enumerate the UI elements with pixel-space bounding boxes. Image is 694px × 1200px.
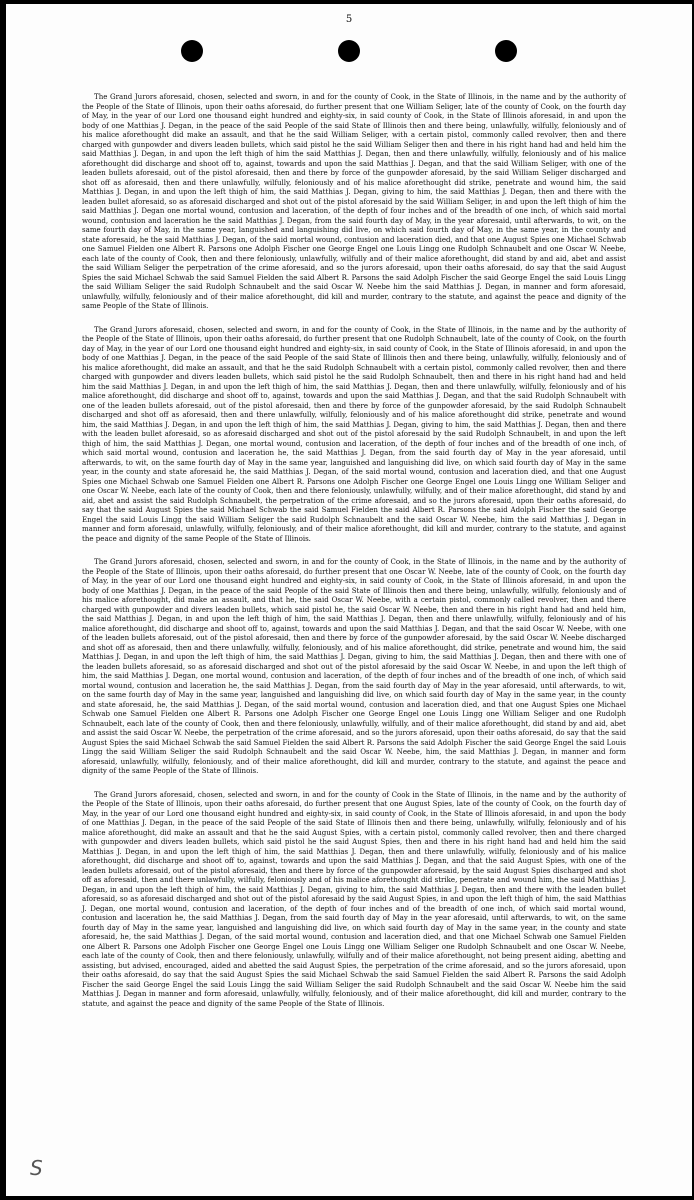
indictment-text [82,92,626,1008]
paragraph-spies: The Grand Jurors aforesaid, chosen, selected and sworn, in and for the county of Cook in the State of Illinois, in the name and by the authority of the People of the State of Illinois, upon their oaths aforesaid, do further present that one August Spies, late of the county of Cook, on the fourth day of May, in the year of our Lord one thousand eight hundred and eighty-six, in said county of Cook, in the State of Illinois aforesaid, in and upon the body of one Matthias J. Degan, in the peace of the said People of the said State of Illinois then and there being, unlawfully, wilfully, feloniously and of his malice aforethought, did make an assault and that he the said August Spies, with a certain pistol, commonly called revolver, then and there charged with gunpowder and divers leaden bullets, which said pistol he the said August Spies, then and there in his right hand had and held him the said Matthias J. Degan, in and upon the left thigh of him, the said Matthias J. Degan, then and there unlawfully, wilfully, feloniously and of his malice aforethought, did discharge and shoot off to, against, towards and upon the said Matthias J. Degan, and that the said August Spies, with one of the leaden bullets aforesaid, out of the pistol aforesaid, then and there by force of the gunpowder aforesaid, by the said August Spies discharged and shot off as aforesaid, then and there unlawfully, wilfully, feloniously and of his malice aforethought did strike, penetrate and wound him, the said Matthias J. Degan, in and upon the left thigh of him, the said Matthias J. Degan, giving to him, the said Matthias J. Degan, then and there with the leaden bullet aforesaid, so as aforesaid discharged and shot out of the pistol aforesaid by the said August Spies, in and upon the left thigh of him, the said Matthias J. Degan, one mortal wound, contusion and laceration, of the depth of four inches and of the breadth of one inch, of which said mortal wound, contusion and laceration he, the said Matthias J. Degan, from the said fourth day of May in the year aforesaid, until afterwards, to wit, on the same fourth day of May in the same year, languished and languishing did live, on which said fourth day of May in the same year, in the county and state aforesaid, he, the said Matthias J. Degan, of the said mortal wound, contusion and laceration died, and that one Michael Schwab one Samuel Fielden one Albert R. Parsons one Adolph Fischer one George Engel one Louis Lingg one William Seliger one Rudolph Schnaubelt and one Oscar W. Neebe, each late of the county of Cook, then and there feloniously, unlawfully, wilfully and of their malice aforethought, not being present aiding, abetting and assisting, but advised, encouraged, aided and abetted the said August Spies, the perpetration of the crime aforesaid, and so the jurors aforesaid, upon their oaths aforesaid, do say that the said August Spies the said Michael Schwab the said Samuel Fielden the said Albert R. Parsons the said Adolph Fischer the said George Engel the said Louis Lingg the said William Seliger the said Rudolph Schnaubelt and the said Oscar W. Neebe him the said Matthias J. Degan in manner and form aforesaid, unlawfully, wilfully, feloniously, and of their malice aforethought, did kill and murder, contrary to the statute, and against the peace and dignity of the same People of the State of Illinois. [82,789,626,1008]
page-number: 5 [345,14,353,25]
punch-hole-left [181,40,203,62]
paragraph-neebe: The Grand Jurors aforesaid, chosen, selected and sworn, in and for the county of Cook, in the State of Illinois, in the name and by the authority of the People of the State of Illinois, upon their oaths aforesaid, do further present that one Oscar W. Neebe, late of the county of Cook, on the fourth day of May, in the year of our Lord one thousand eight hundred and eighty-six, in said county of Cook, in the State of Illinois aforesaid, in and upon the body of one Matthias J. Degan, in the peace of the said People of the said State of Illinois then and there being, unlawfully, wilfully, feloniously and of his malice aforethought, did make an assault, and that he, the said Oscar W. Neebe, with a certain pistol, commonly called revolver, then and there charged with gunpowder and divers leaden bullets, which said pistol he, the said Oscar W. Neebe, then and there in his right hand had and held him, the said Matthias J. Degan, in and upon the left thigh of him, the said Matthias J. Degan, then and there unlawfully, wilfully, feloniously and of his malice aforethought, did discharge and shoot off to, against, towards and upon the said Matthias J. Degan, and that the said Oscar W. Neebe, with one of the leaden bullets aforesaid, out of the pistol aforesaid, then and there by force of the gunpowder aforesaid, by the said Oscar W. Neebe discharged and shot off as aforesaid, then and there unlawfully, wilfully, feloniously, and of his malice aforethought, did strike, penetrate and wound him, the said Matthias J. Degan, in and upon the left thigh of him, the said Matthias J. Degan, giving to him, the said Matthias J. Degan, then and there with one of the leaden bullets aforesaid, so as aforesaid discharged and shot out of the pistol aforesaid by the said Oscar W. Neebe, in and upon the left thigh of him, the said Matthias J. Degan, one mortal wound, contusion and laceration, of the depth of four inches and of the breadth of one inch, of which said mortal wound, contusion and laceration he, the said Matthias J. Degan, from the said fourth day of May in the year aforesaid, until afterwards, to wit, on the same fourth day of May in the same year, languished and languishing did live, on which said fourth day of May in the same year, in the county and state aforesaid, he, the said Matthias J. Degan, of the said mortal wound, contusion and laceration died, and that one August Spies one Michael Schwab one Samuel Fielden one Albert R. Parsons one Adolph Fischer one George Engel one Louis Lingg one William Seliger and one Rudolph Schnaubelt, each late of the county of Cook, then and there feloniously, unlawfully, wilfully, and of their malice aforethought, did stand by and aid, abet and assist the said Oscar W. Neebe, the perpetration of the crime aforesaid, and so the jurors aforesaid, upon their oaths aforesaid, do say that the said August Spies the said Michael Schwab the said Samuel Fielden the said Albert R. Parsons the said Adolph Fischer the said George Engel the said Louis Lingg the said William Seliger the said Rudolph Schnaubelt and the said Oscar W. Neebe, him, the said Matthias J. Degan, in manner and form aforesaid, unlawfully, wilfully, feloniously, and of their malice aforethought, did kill and murder, contrary to the statute, and against the peace and dignity of the same People of the State of Illinois. [82,557,626,775]
paragraph-schnaubelt: The Grand Jurors aforesaid, chosen, selected and sworn, in and for the county of Cook, in the State of Illinois, in the name and by the authority of the People of the State of Illinois, upon their oaths aforesaid, do further present that one Rudolph Schnaubelt, late of the county of Cook, on the fourth day of May, in the year of our Lord one thousand eight hundred and eighty-six, in said county of Cook, in the State of Illinois aforesaid, in and upon the body of one Matthias J. Degan, in the peace of the said People of the said State of Illinois then and there being, unlawfully, wilfully, feloniously and of his malice aforethought, did make an assault, and that he the said Rudolph Schnaubelt with a certain pistol, commonly called revolver, then and there charged with gunpowder and divers leaden bullets, which said pistol he the said Rudolph Schnaubelt, then and there in his right hand had and held him the said Matthias J. Degan, in and upon the left thigh of him, the said Matthias J. Degan, then and there unlawfully, wilfully, feloniously and of his malice aforethought, did discharge and shoot off to, against, towards and upon the said Matthias J. Degan, and that the said Rudolph Schnaubelt with one of the leaden bullets aforesaid, out of the pistol aforesaid, then and there by force of the gunpowder aforesaid, by the said Rudolph Schnaubelt discharged and shot off as aforesaid, then and there unlawfully, wilfully, feloniously and of his malice aforethought did strike, penetrate and wound him, the said Matthias J. Degan, in and upon the left thigh of him, the said Matthias J. Degan, giving to him, the said Matthias J. Degan, then and there with the leaden bullet aforesaid, so as aforesaid discharged and shot out of the pistol aforesaid by the said Rudolph Schnaubelt, in and upon the left thigh of him, the said Matthias J. Degan, one mortal wound, contusion and laceration, of the depth of four inches and of the breadth of one inch, of which said mortal wound, contusion and laceration he, the said Matthias J. Degan, from the said fourth day of May in the year aforesaid, until afterwards, to wit, on the same fourth day of May in the same year, languished and languishing did live, on which said fourth day of May in the same year, in the county and state aforesaid he, the said Matthias J. Degan, of the said mortal wound, contusion and laceration died, and that one August Spies one Michael Schwab one Samuel Fielden one Albert R. Parsons one Adolph Fischer one George Engel one Louis Lingg one William Seliger and one Oscar W. Neebe, each late of the county of Cook, then and there feloniously, unlawfully, wilfully, and of their malice aforethought, did stand by and aid, abet and assist the said Rudolph Schnaubelt, the perpetration of the crime aforesaid, and so the jurors aforesaid, upon their oaths aforesaid, do say that the said August Spies the said Michael Schwab the said Samuel Fielden the said Albert R. Parsons the said Adolph Fischer the said George Engel the said Louis Lingg the said William Seliger the said Rudolph Schnaubelt and the said Oscar W. Neebe, him the said Matthias J. Degan in manner and form aforesaid, unlawfully, wilfully, feloniously, and of their malice aforethought, did kill and murder, contrary to the statute, and against the peace and dignity of the same People of the State of Illinois. [82,324,626,543]
paragraph-seliger: The Grand Jurors aforesaid, chosen, selected and sworn, in and for the county of Cook, in the State of Illinois, in the name and by the authority of the People of the State of Illinois, upon their oaths aforesaid, do further present that one William Seliger, late of the county of Cook, on the fourth day of May, in the year of our Lord one thousand eight hundred and eighty-six, in said county of Cook, in the State of Illinois aforesaid, in and upon the body of one Matthias J. Degan, in the peace of the said People of the said State of Illinois then and there being, unlawfully, wilfully, feloniously and of his malice aforethought did make an assault, and that he the said William Seliger, with a certain pistol, commonly called revolver, then and there charged with gunpowder and divers leaden bullets, which said pistol he the said William Seliger then and there in his right hand had and held him the said Matthias J. Degan, in and upon the left thigh of him the said Matthias J. Degan, then and there unlawfully, wilfully, feloniously and of his malice aforethought did discharge and shoot off to, against, towards and upon the said Matthias J. Degan, and that the said William Seliger, with one of the leaden bullets aforesaid, out of the pistol aforesaid, then and there by force of the gunpowder aforesaid, by the said William Seliger discharged and shot off as aforesaid, then and there unlawfully, wilfully, feloniously and of his malice aforethought did strike, penetrate and wound him, the said Matthias J. Degan, in and upon the left thigh of him, the said Matthias J. Degan, giving to him, the said Matthias J. Degan, then and there with the leaden bullet aforesaid, so as aforesaid discharged and shot out of the pistol aforesaid by the said William Seliger, in and upon the left thigh of him the said Matthias J. Degan one mortal wound, contusion and laceration, of the depth of four inches and of the breadth of one inch, of which said mortal wound, contusion and laceration he the said Matthias J. Degan, from the said fourth day of May, in the year aforesaid, until afterwards, to wit, on the same fourth day of May, in the same year, languished and languishing did live, on which said fourth day of May, in the same year, in the county and state aforesaid, he the said Matthias J. Degan, of the said mortal wound, contusion and laceration died, and that one August Spies one Michael Schwab one Samuel Fielden one Albert R. Parsons one Adolph Fischer one George Engel one Louis Lingg one Rudolph Schnaubelt and one Oscar W. Neebe, each late of the county of Cook, then and there feloniously, unlawfully, wilfully and of their malice aforethought, did stand by and aid, abet and assist the said William Seliger the perpetration of the crime aforesaid, and so the jurors aforesaid, upon their oaths aforesaid, do say that the said August Spies the said Michael Schwab the said Samuel Fielden the said Albert R. Parsons the said Adolph Fischer the said George Engel the said Louis Lingg the said William Seliger the said Rudolph Schnaubelt and the said Oscar W. Neebe him the said Matthias J. Degan, in manner and form aforesaid, unlawfully, wilfully, feloniously and of their malice aforethought, did kill and murder, contrary to the statute, and against the peace and dignity of the same People of the State of Illinois. [82,92,626,310]
punch-hole-center [338,40,360,62]
punch-hole-right [495,40,517,62]
handwritten-margin-mark: S [30,1156,43,1180]
document-page [6,4,692,1196]
